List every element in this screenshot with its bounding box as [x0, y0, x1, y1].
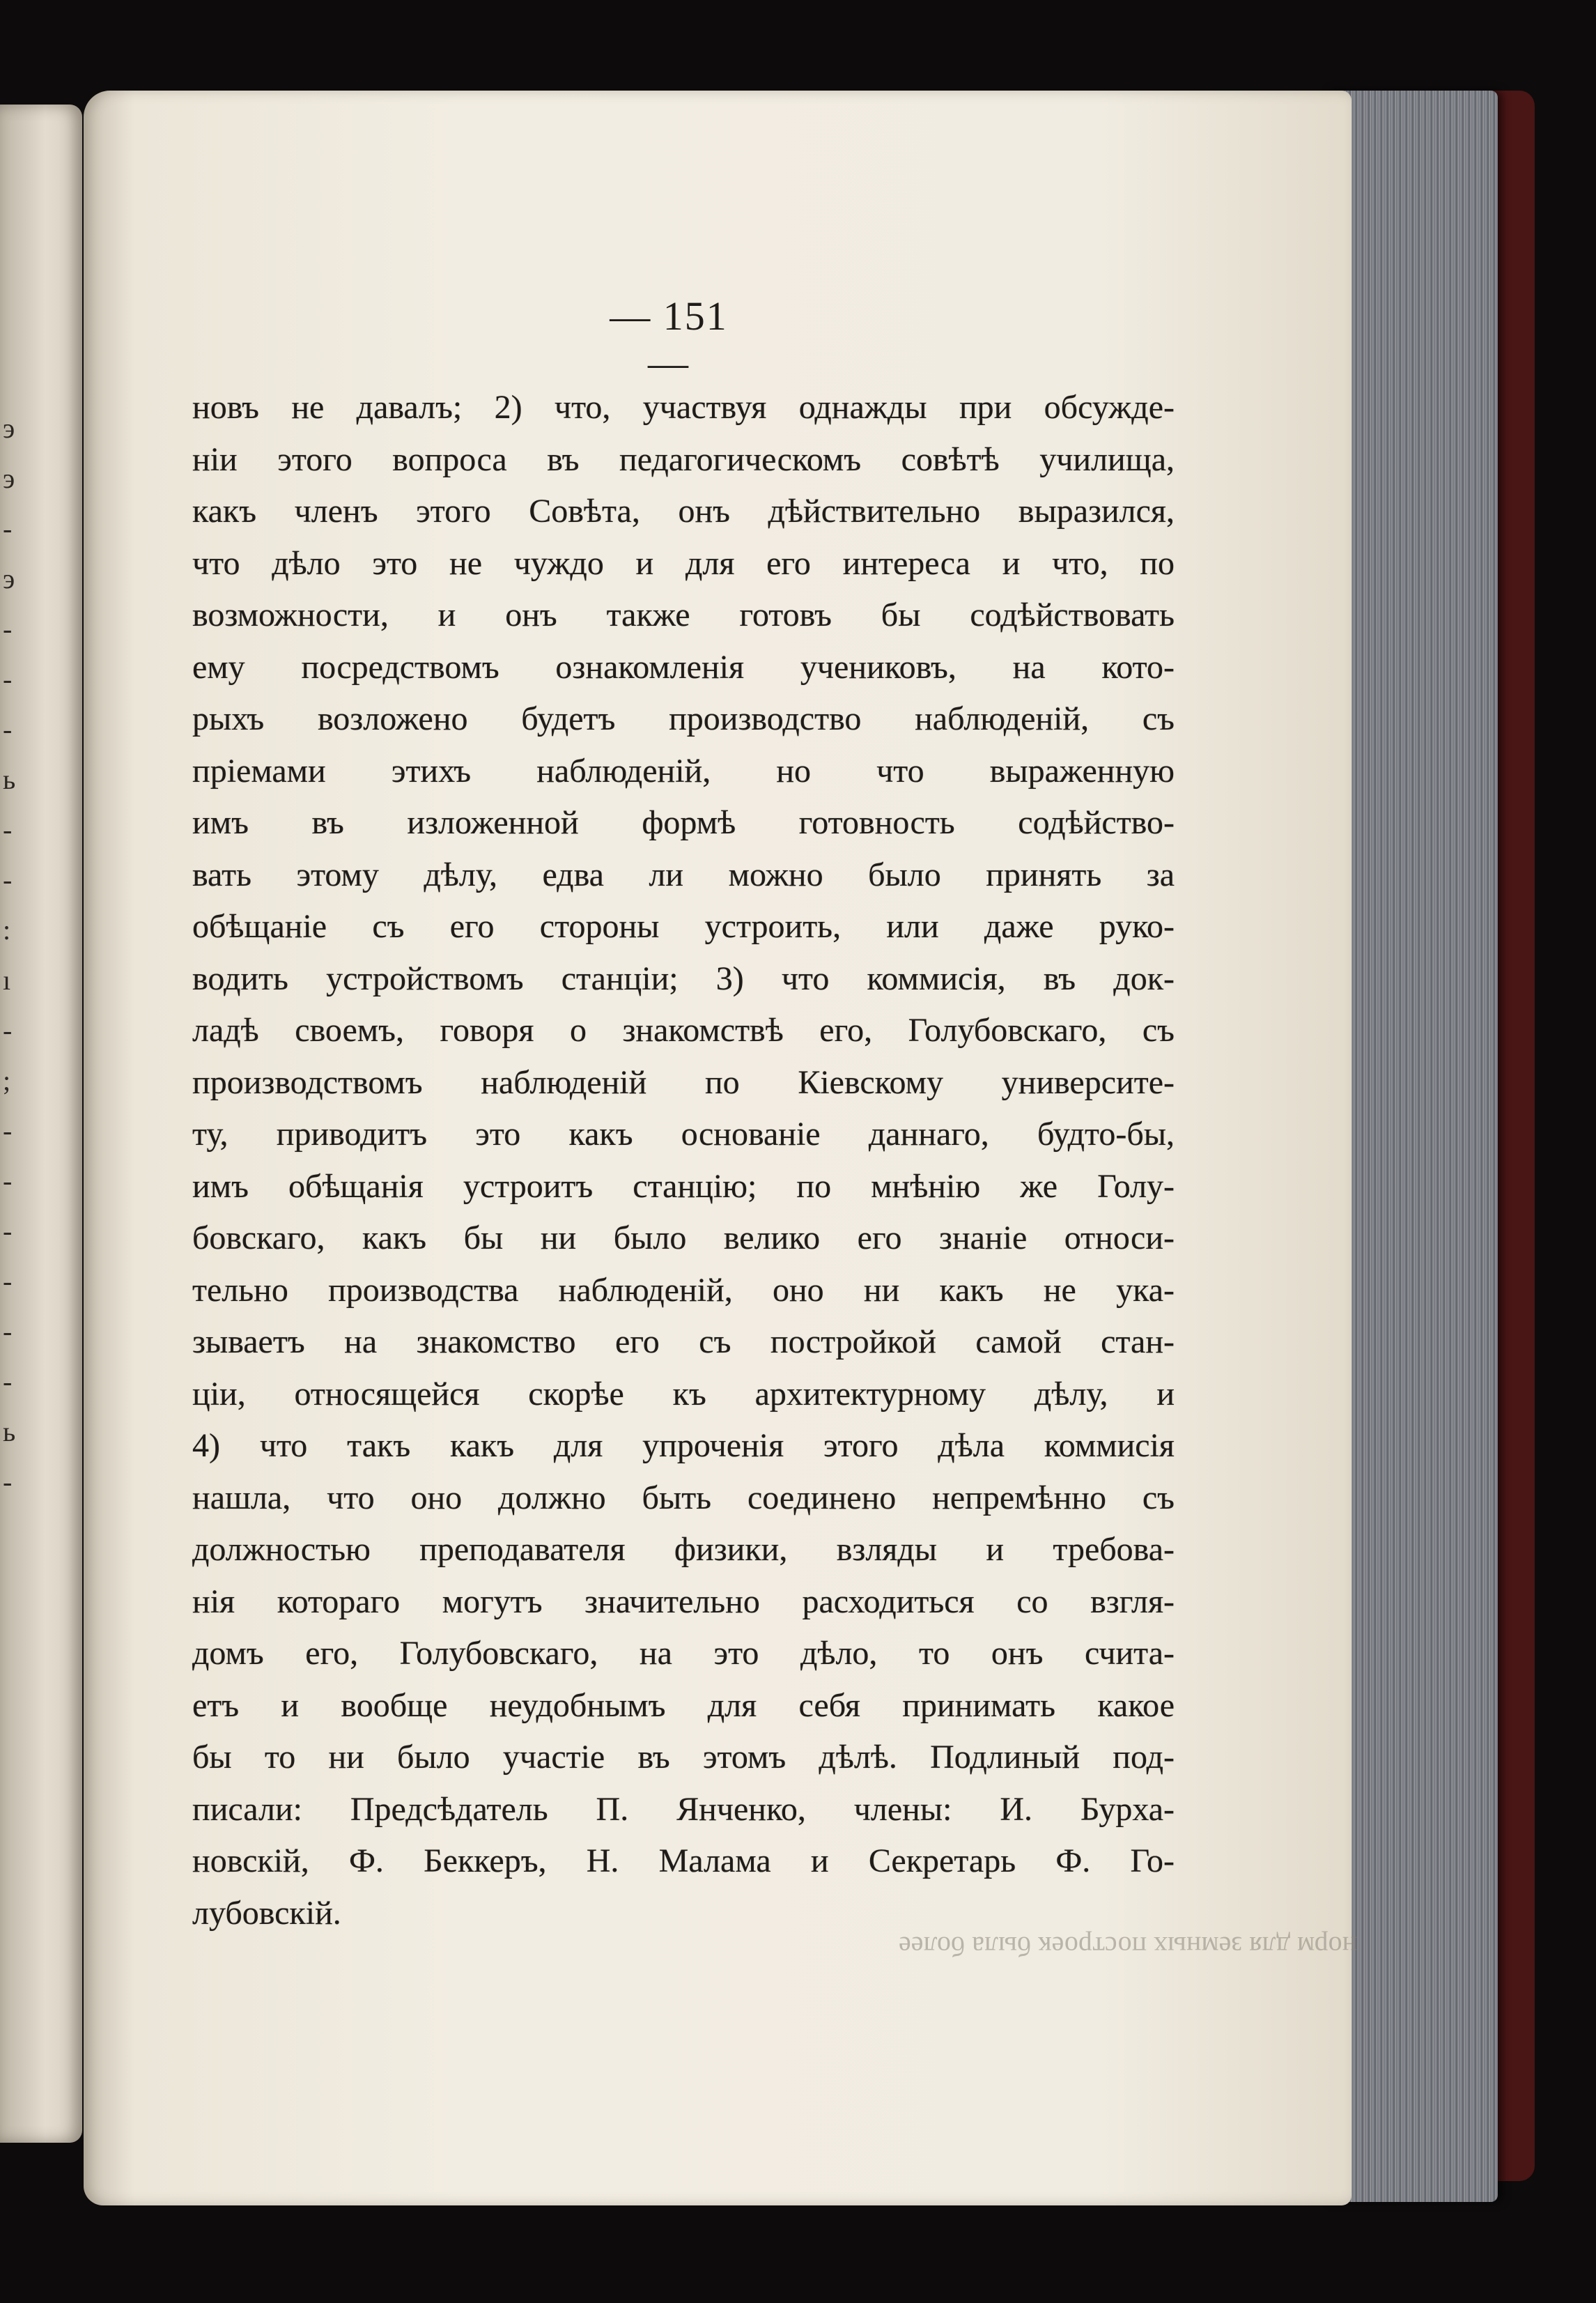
text-line: что дѣло это не чуждо и для его интереса и что, по [192, 544, 1175, 582]
bleed-through-text: норм для земных построек была более [899, 1931, 1358, 1962]
left-page-mark: - [3, 1165, 13, 1196]
text-line: нія котораго могутъ значительно расходиться со взгля- [192, 1582, 1175, 1620]
left-page-mark: - [3, 1316, 13, 1347]
text-line: имъ въ изложенной формѣ готовность содѣйство- [192, 804, 1175, 841]
text-line: бовскаго, какъ бы ни было велико его знаніе относи- [192, 1219, 1175, 1256]
left-page-mark: - [3, 1466, 13, 1497]
text-line: новскій, Ф. Беккеръ, Н. Малама и Секретарь Ф. Го- [192, 1842, 1175, 1879]
left-page-mark: э [3, 413, 15, 444]
left-page-mark: - [3, 513, 13, 544]
text-line: домъ его, Голубовскаго, на это дѣло, то онъ счита- [192, 1635, 1175, 1672]
text-line: ціи, относящейся скорѣе къ архитектурному дѣлу, и [192, 1375, 1175, 1412]
text-line: производствомъ наблюденій по Кіевскому университе- [192, 1063, 1175, 1101]
left-page-mark: ь [3, 764, 16, 795]
text-line: рыхъ возложено будетъ производство наблюденій, съ [192, 700, 1175, 737]
left-page-mark: - [3, 613, 13, 645]
text-line: возможности, и онъ также готовъ бы содѣйствовать [192, 596, 1175, 633]
left-page-mark: ; [3, 1065, 11, 1096]
text-line: писали: Предсѣдатель П. Янченко, члены: И. Бурха- [192, 1790, 1175, 1828]
left-page-mark: - [3, 1015, 13, 1046]
text-line: етъ и вообще неудобнымъ для себя принимать какое [192, 1686, 1175, 1724]
text-line: водить устройствомъ станціи; 3) что коммисія, въ док- [192, 960, 1175, 997]
left-page-mark: ı [3, 964, 11, 996]
left-page-mark: - [3, 663, 13, 695]
text-line: ему посредствомъ ознакомленія учениковъ, на кото- [192, 648, 1175, 686]
left-page-mark: - [3, 864, 13, 895]
text-line: обѣщаніе съ его стороны устроить, или даже руко- [192, 908, 1175, 945]
text-line: бы то ни было участіе въ этомъ дѣлѣ. Подлиный под- [192, 1739, 1175, 1776]
text-line: ніи этого вопроса въ педагогическомъ совѣтѣ училища, [192, 440, 1175, 478]
text-line: какъ членъ этого Совѣта, онъ дѣйствительно выразился, [192, 493, 1175, 530]
text-line: вать этому дѣлу, едва ли можно было принять за [192, 856, 1175, 893]
page-stack-edge [1327, 91, 1498, 2202]
left-page-mark: - [3, 714, 13, 745]
text-line: новъ не давалъ; 2) что, участвуя однажды при обсужде- [192, 389, 1175, 426]
left-page-edge [0, 105, 82, 2143]
body-text [192, 382, 1175, 1939]
text-line: 4) что такъ какъ для упроченія этого дѣла коммисія [192, 1427, 1175, 1464]
text-line: ладѣ своемъ, говоря о знакомствѣ его, Голубовскаго, съ [192, 1012, 1175, 1049]
text-line: тельно производства наблюденій, оно ни какъ не ука- [192, 1271, 1175, 1309]
text-line: зываетъ на знакомство его съ постройкой самой стан- [192, 1323, 1175, 1360]
left-page-mark: - [3, 1265, 13, 1297]
left-page-mark: - [3, 1215, 13, 1247]
text-line: имъ обѣщанія устроитъ станцію; по мнѣнію же Голу- [192, 1167, 1175, 1205]
text-line: лубовскій. [192, 1894, 341, 1932]
left-page-mark: - [3, 1115, 13, 1146]
left-page-mark: - [3, 1366, 13, 1397]
text-line: пріемами этихъ наблюденій, но что выраженную [192, 752, 1175, 790]
text-line: нашла, что оно должно быть соединено непремѣнно съ [192, 1479, 1175, 1516]
left-page-mark: : [3, 914, 11, 946]
left-page-mark: - [3, 814, 13, 845]
left-page-mark: э [3, 563, 15, 594]
left-page-mark: э [3, 463, 15, 494]
page-number: — 151 — [610, 293, 728, 385]
text-line: ту, приводитъ это какъ основаніе даннаго, будто-бы, [192, 1116, 1175, 1153]
text-line: должностью преподавателя физики, взляды и требова- [192, 1531, 1175, 1568]
left-page-mark: ь [3, 1416, 16, 1447]
